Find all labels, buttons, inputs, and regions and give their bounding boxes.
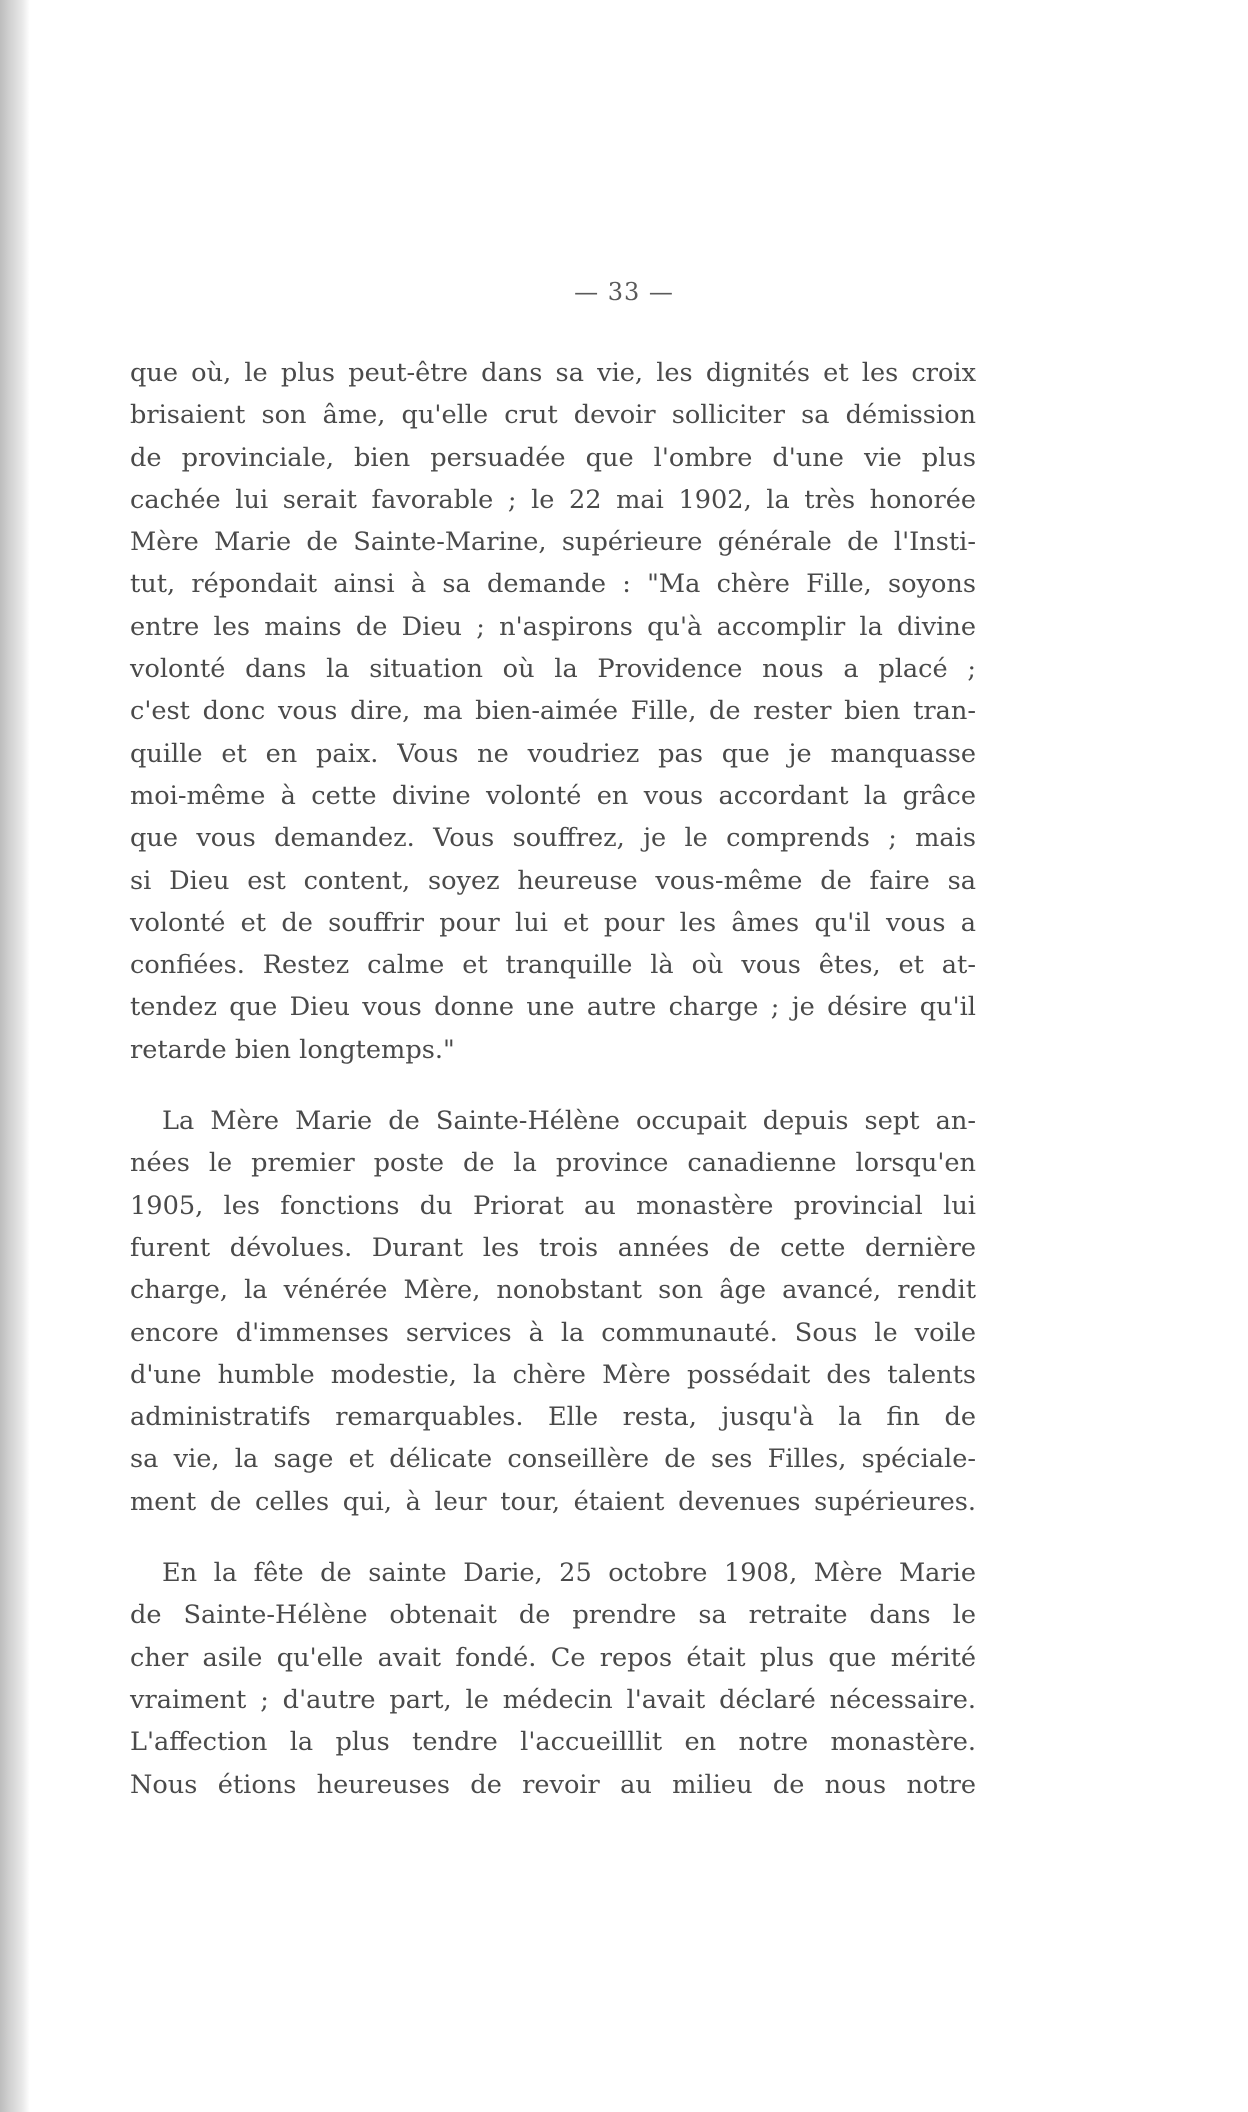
text-line: cachée lui serait favorable ; le 22 mai 1902, la très honorée — [130, 484, 976, 515]
text-line: 1905, les fonctions du Priorat au monastère provincial lui — [130, 1190, 976, 1221]
body-text — [130, 352, 976, 1806]
text-line: ment de celles qui, à leur tour, étaient devenues supérieures. — [130, 1486, 976, 1517]
text-line: Nous étions heureuses de revoir au milieu de nous notre — [130, 1769, 976, 1800]
text-line: En la fête de sainte Darie, 25 octobre 1908, Mère Marie — [162, 1558, 976, 1589]
page-number: — 33 — — [574, 278, 674, 306]
paragraph-1 — [130, 352, 976, 1071]
text-line: volonté et de souffrir pour lui et pour les âmes qu'il vous a — [130, 907, 976, 938]
text-line: encore d'immenses services à la communauté. Sous le voile — [130, 1317, 976, 1348]
text-line: furent dévolues. Durant les trois années de cette dernière — [130, 1232, 976, 1263]
text-line: confiées. Restez calme et tranquille là où vous êtes, et at- — [130, 950, 976, 981]
text-line: tut, répondait ainsi à sa demande : "Ma chère Fille, soyons — [130, 569, 976, 600]
text-line: que vous demandez. Vous souffrez, je le comprends ; mais — [130, 823, 976, 854]
paragraph-2 — [130, 1100, 976, 1523]
text-line: retarde bien longtemps." — [130, 1034, 455, 1065]
text-line: brisaient son âme, qu'elle crut devoir solliciter sa démission — [130, 400, 976, 431]
text-line: de provinciale, bien persuadée que l'ombre d'une vie plus — [130, 442, 976, 473]
text-line: vraiment ; d'autre part, le médecin l'avait déclaré nécessaire. — [130, 1684, 976, 1715]
text-line: si Dieu est content, soyez heureuse vous-même de faire sa — [130, 865, 976, 896]
text-line: d'une humble modestie, la chère Mère possédait des talents — [130, 1359, 976, 1390]
text-line: volonté dans la situation où la Providence nous a placé ; — [130, 654, 976, 685]
text-line: Mère Marie de Sainte-Marine, supérieure générale de l'Insti- — [130, 527, 976, 558]
text-line: c'est donc vous dire, ma bien-aimée Fille, de rester bien tran- — [130, 696, 976, 727]
text-line: cher asile qu'elle avait fondé. Ce repos était plus que mérité — [130, 1642, 976, 1673]
text-line: quille et en paix. Vous ne voudriez pas que je manquasse — [130, 738, 976, 769]
page-edge-shadow — [0, 0, 30, 2112]
text-line: La Mère Marie de Sainte-Hélène occupait depuis sept an- — [162, 1106, 976, 1137]
paragraph-3 — [130, 1552, 976, 1806]
text-line: de Sainte-Hélène obtenait de prendre sa retraite dans le — [130, 1600, 976, 1631]
text-line: sa vie, la sage et délicate conseillère de ses Filles, spéciale- — [130, 1444, 976, 1475]
text-line: charge, la vénérée Mère, nonobstant son âge avancé, rendit — [130, 1275, 976, 1306]
text-line: moi-même à cette divine volonté en vous accordant la grâce — [130, 780, 976, 811]
text-line: L'affection la plus tendre l'accueilllit en notre monastère. — [130, 1727, 976, 1758]
text-line: que où, le plus peut-être dans sa vie, les dignités et les croix — [130, 358, 976, 388]
text-line: nées le premier poste de la province canadienne lorsqu'en — [130, 1148, 976, 1179]
text-line: tendez que Dieu vous donne une autre charge ; je désire qu'il — [130, 992, 976, 1023]
text-line: entre les mains de Dieu ; n'aspirons qu'à accomplir la divine — [130, 611, 976, 642]
text-line: administratifs remarquables. Elle resta, jusqu'à la fin de — [130, 1402, 976, 1433]
